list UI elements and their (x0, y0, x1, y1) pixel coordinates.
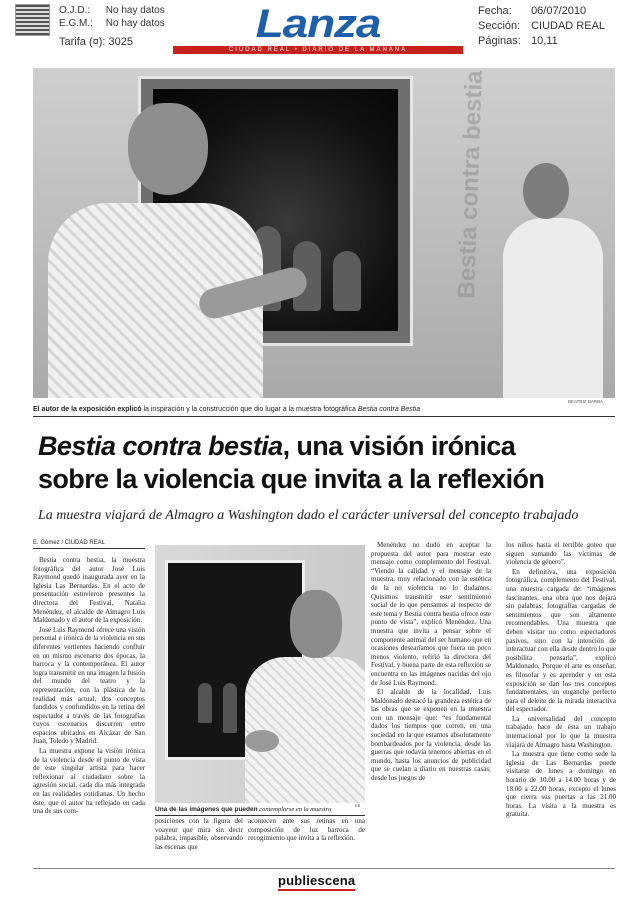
egm-label: E.G.M.: (59, 18, 93, 29)
paragraph: En definitiva, una exposición fotográfica, complemento del Festival, una muestra cargada de: “imágenes fascinantes, una obra que nos dejará sin palabras; fotografías cargadas de sentimientos que son altamente recomendables. Una muestra que deben visitar no como espectadores pasivos, sino con la intención de interactuar con ella desde dentro lo que posibilita pensarla”, explicó Maldonado. Porque el arte es enseñar, es filosofar y es aprender y en esta exposición se dan los tres conceptos fundamentales, un enganche perfecto para el deleite de la mirada interactiva del espectador. (506, 567, 616, 714)
seccion-row (478, 19, 605, 34)
footer-logo-underline (278, 889, 355, 891)
masthead (168, 4, 468, 54)
seccion-label: Sección: (478, 20, 521, 32)
clipping-metadata-right (478, 4, 605, 49)
footer-divider (33, 868, 615, 869)
hero-photo-caption (33, 405, 615, 414)
fecha-label: Fecha: (478, 5, 512, 17)
fecha-value: 06/07/2010 (531, 5, 587, 17)
ojd-value: No hay datos (105, 5, 165, 16)
photo2-caption-italic: contemplarse en la muestra (257, 806, 332, 813)
egm-value: No hay datos (105, 18, 165, 29)
secondary-photo (155, 545, 365, 803)
paginas-value: 10,11 (531, 35, 558, 47)
secondary-photo-caption (155, 806, 365, 814)
secondary-photo-credit: EB (355, 803, 361, 808)
byline-divider (33, 548, 145, 549)
headline-italic: Bestia contra bestia (38, 431, 283, 461)
hero-photo-credit: BEATRIZ BARBA (568, 399, 604, 404)
footer-logo (278, 873, 355, 888)
paragraph: José Luis Raymond ofrece una visión personal e irónica de la violencia en sus diferentes vertientes haciendo confluir en un mismo escenario dos épocas, la barroca y la contemporánea. El autor logra transmitir en una imagen la fusión del mundo del teatro y la representación, con la plástica de la realidad más actual, dos conceptos fundidos y confundidos en la retina del espectador a través de las fotografías cuyos escenarios discurren entre espacios ubicados en Alcázar de San Juan, Toledo y Madrid. (33, 625, 145, 746)
hero-photo (33, 68, 615, 398)
photo2-caption-bold: Una de las imágenes que pueden (155, 806, 258, 813)
hero-caption-bold: El autor de la exposición explicó (33, 406, 142, 413)
paginas-row (478, 34, 605, 49)
paragraph: Bestia contra bestia, la muestra fotográfica del autor José Luis Raymond quedó inaugurada ayer en la Iglesia Las Bernardas. En el acto de presentación estuvieron presentes la directora del Festival, Natalia Menéndez, el alcalde de Almagro Luis Maldonado y el autor de la exposición. (33, 556, 145, 625)
paragraph: El alcalde de la localidad, Luis Maldonado destacó la grandeza estética de las obras que se exponen en la muestra con un mensaje que: “es fundamental dados los tiempos que corren, en una sociedad en la que estamos absolutamente bombardeados por la violencia, desde las guerras que todavía tenemos abiertas en el mundo, hasta los anuncios de publicidad que se cuelan a diario en nuestras casas; desde los juegos de (371, 688, 491, 783)
masthead-logo: Lanza (255, 2, 381, 46)
caption-divider (33, 416, 615, 417)
hero-caption-italic: Bestia contra Bestia (357, 406, 421, 413)
tarifa: Tarifa (¤): 3025 (59, 36, 133, 48)
article-column-1 (33, 556, 145, 862)
hero-photo-woman (503, 218, 603, 398)
headline-line-1 (38, 430, 618, 463)
masthead-tagline: CIUDAD REAL • DIARIO DE LA MAÑANA (173, 46, 463, 54)
paragraph: acontecen ante sus retinas en una composición de luz barroca de recogimiento que invita a la reflexión. (248, 817, 365, 843)
article-byline: E. Gómez / CIUDAD REAL (33, 540, 106, 546)
fecha-row (478, 4, 605, 19)
paragraph: La muestra expone la visión irónica de la violencia desde el punto de vista de este singular artista para hacer reflexionar al ciudadano sobre la agresión social, cada día más integrada en las realidades cotidianas. Un hecho éste, que el autor ha reflejado en cada una de sus com- (33, 747, 145, 816)
headline-line-2: sobre la violencia que invita a la reflexión (38, 464, 545, 494)
paragraph: La muestra que tiene como sede la Iglesia de Las Bernardas puede visitarse de lunes a domingo en horario de 10.00 a 14.00 horas y de 18.00 a 22.00 horas, excepto el lunes que cierra sus puertas a las 21.00 horas. La visita a la muestra es gratuita. (506, 750, 616, 819)
article-column-5 (506, 541, 616, 862)
page-thumbnail (15, 4, 50, 36)
article-deck: La muestra viajará de Almagro a Washington dado el carácter universal del concepto trabajado (38, 508, 579, 523)
paragraph: los niños hasta el terrible goteo que siguen sumando las víctimas de violencia de género”. (506, 541, 616, 567)
photo2-caption-divider (155, 815, 365, 816)
paragraph: Menéndez no dudó en aceptar la propuesta del autor para mostrar este mensaje como complemento del Festival. “Viendo la calidad y el mensaje de la muestra, muy relacionado con la estética de la no violencia no lo dudamos. Quisimos transmitir este sentimiento social de lo que pensamos al respecto de este tema y Bestia contra bestia ofrece este punto de vista”, explicó Menéndez. Una muestra que invita a pensar sobre el componente animal del ser humano que en ocasiones desearíamos que fuera un poco menos violento, refirió la directora del Festival, y buena parte de esta reflexión se encuentra en las imágenes nacidas del ojo de José Luis Raymond. (371, 541, 491, 687)
article-column-2 (155, 817, 243, 862)
article-headline (38, 430, 618, 496)
paginas-label: Páginas: (478, 35, 521, 47)
paragraph: posiciones con la figura del voayeur que mira sin decir palabra, impasible, observando las escenas que (155, 817, 243, 851)
paragraph: La universalidad del concepto trabajado hace de ésta un trabajo internacional por lo que la muestra viajará de Almagro hasta Washington. (506, 714, 616, 749)
article-column-4 (371, 541, 491, 862)
ojd-label: O.J.D.: (59, 5, 91, 16)
hero-photo-wall-text: Bestia contra bestia (453, 70, 488, 299)
seccion-value: CIUDAD REAL (531, 20, 606, 32)
article-column-3 (248, 817, 365, 862)
headline-line-1-rest: , una visión irónica (282, 431, 516, 461)
footer-logo-text: publiescena (278, 873, 356, 888)
hero-caption-text: la inspiración y la construcción que dio lugar a la muestra fotográfica (141, 406, 358, 413)
